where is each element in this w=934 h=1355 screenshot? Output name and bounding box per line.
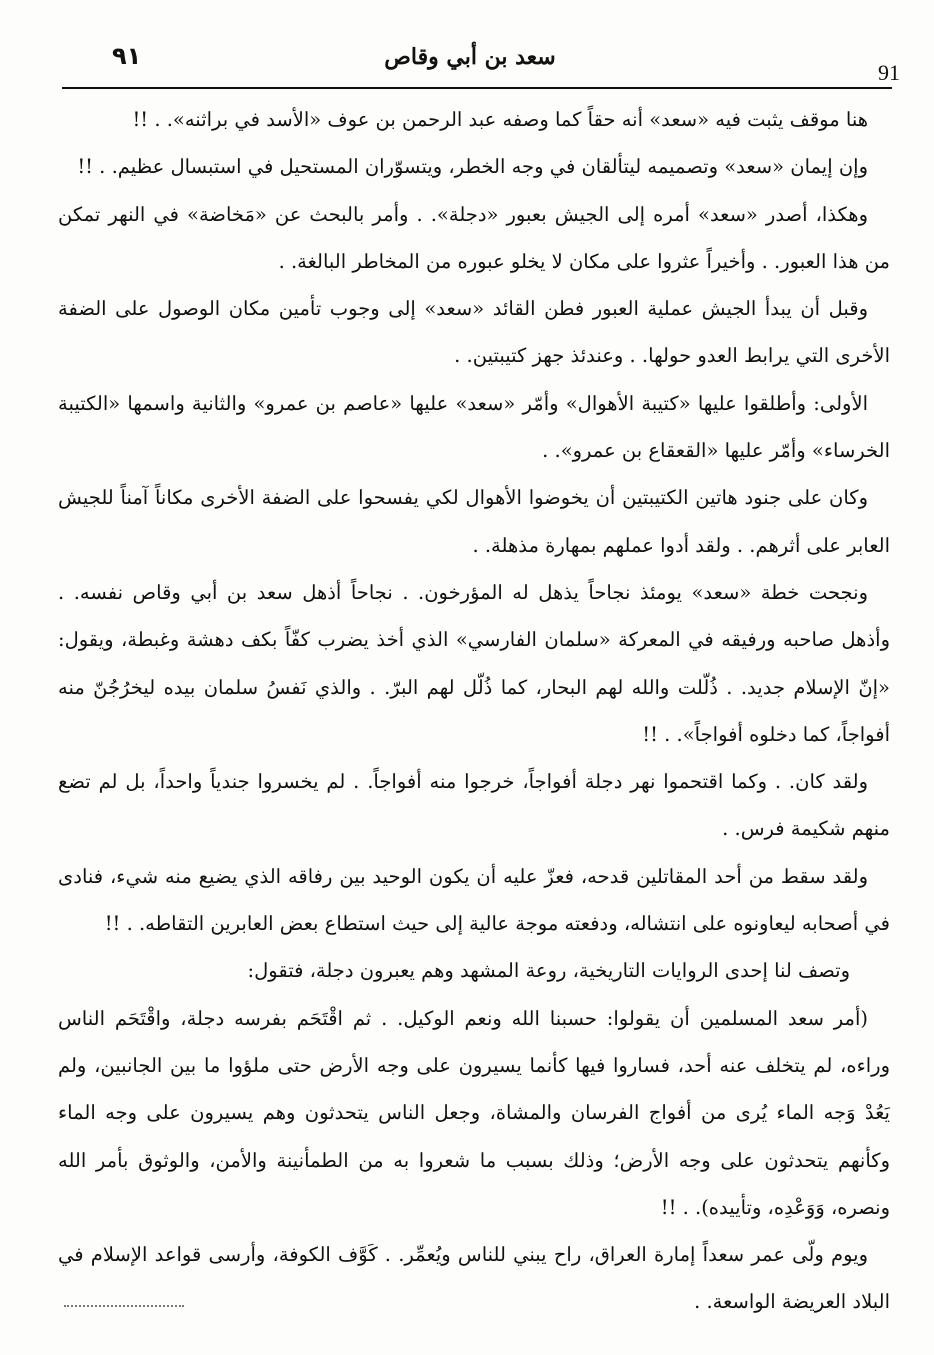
page-header xyxy=(40,38,900,85)
paragraph: ولقد كان. . وكما اقتحموا نهر دجلة أفواجاً، خرجوا منه أفواجاً. . لم يخسروا جندياً واحداً، بل لم تضع منهم شكيمة فرس. . xyxy=(58,770,890,841)
quoted-paragraph: (أمر سعد المسلمين أن يقولوا: حسبنا الله ونعم الوكيل. . ثم اقْتَحَم بفرسه دجلة، واقْتَحَم الناس وراءه، لم يتخلف عنه أحد، فساروا فيها كأنما يسيرون على وجه الأرض حتى ملؤوا ما بين الجانبين، ولم يَعُدْ وَجه الماء يُرى من أفواج الفرسان والمشاة، وجعل الناس يتحدثون وهم يسيرون على وجه الماء وكأنهم يتحدثون على وجه الأرض؛ وذلك بسبب ما شعروا به من الطمأنينة والأمن، والوثوق بأمر الله ونصره، وَوَعْدِه، وتأييده). . !! xyxy=(58,1006,890,1219)
body-text xyxy=(58,96,890,1326)
paragraph: ونجحت خطة «سعد» يومئذ نجاحاً يذهل له المؤرخون. . نجاحاً أذهل سعد بن أبي وقاص نفسه. . وأذهل صاحبه ورفيقه في المعركة «سلمان الفارسي» الذي أخذ يضرب كفّاً بكف دهشة وغبطة، ويقول: «إنّ الإسلام جديد. . ذُلّلت والله لهم البحار، كما ذُلّل لهم البرّ. . والذي نَفسُ سلمان بيده ليخرُجُنّ منه أفواجاً، كما دخلوه أفواجاً». . !! xyxy=(58,580,890,746)
paragraph: وإن إيمان «سعد» وتصميمه ليتألقان في وجه الخطر، ويتسوّران المستحيل في استبسال عظيم. . !! xyxy=(77,155,868,179)
paragraph: وتصف لنا إحدى الروايات التاريخية، روعة المشهد وهم يعبرون دجلة، فتقول: xyxy=(247,959,850,983)
page-number-latin: 91 xyxy=(878,60,900,85)
paragraph: ولقد سقط من أحد المقاتلين قدحه، فعزّ عليه أن يكون الوحيد بين رفاقه الذي يضيع منه شيء، فنادى في أصحابه ليعاونوه على انتشاله، ودفعته موجة عالية إلى حيث استطاع بعض العابرين التقاطه. . !! xyxy=(58,864,890,936)
paragraph: ويوم ولّى عمر سعداً إمارة العراق، راح يبني للناس ويُعمِّر. . كَوَّف الكوفة، وأرسى قواعد الإسلام في البلاد العريضة الواسعة. . xyxy=(58,1243,890,1314)
paragraph: الأولى: وأطلقوا عليها «كتيبة الأهوال» وأمّر «سعد» عليها «عاصم بن عمرو» والثانية واسمها «الكتيبة الخرساء» وأمّر عليها «القعقاع بن عمرو». . xyxy=(58,391,890,463)
running-title: سعد بن أبي وقاص xyxy=(384,44,556,70)
paragraph: وقبل أن يبدأ الجيش عملية العبور فطن القائد «سعد» إلى وجوب تأمين مكان الوصول على الضفة الأخرى التي يرابط العدو حولها. . وعندئذ جهز كتيبتين. . xyxy=(58,297,890,368)
paragraph: وكان على جنود هاتين الكتيبتين أن يخوضوا الأهوال لكي يفسحوا على الضفة الأخرى مكاناً آمناً للجيش العابر على أثرهم. . ولقد أدوا عملهم بمهارة مذهلة. . xyxy=(58,486,890,557)
header-rule xyxy=(62,87,892,89)
scan-artifact-dots xyxy=(64,1305,184,1311)
paragraph: وهكذا، أصدر «سعد» أمره إلى الجيش بعبور «دجلة». . وأمر بالبحث عن «مَخاضة» في النهر تمكن من هذا العبور. . وأخيراً عثروا على مكان لا يخلو عبوره من المخاطر البالغة. . xyxy=(58,202,890,273)
paragraph: هنا موقف يثبت فيه «سعد» أنه حقاً كما وصفه عبد الرحمن بن عوف «الأسد في براثنه». . !! xyxy=(132,108,868,131)
page-number-arabic: ٩١ xyxy=(112,42,142,70)
